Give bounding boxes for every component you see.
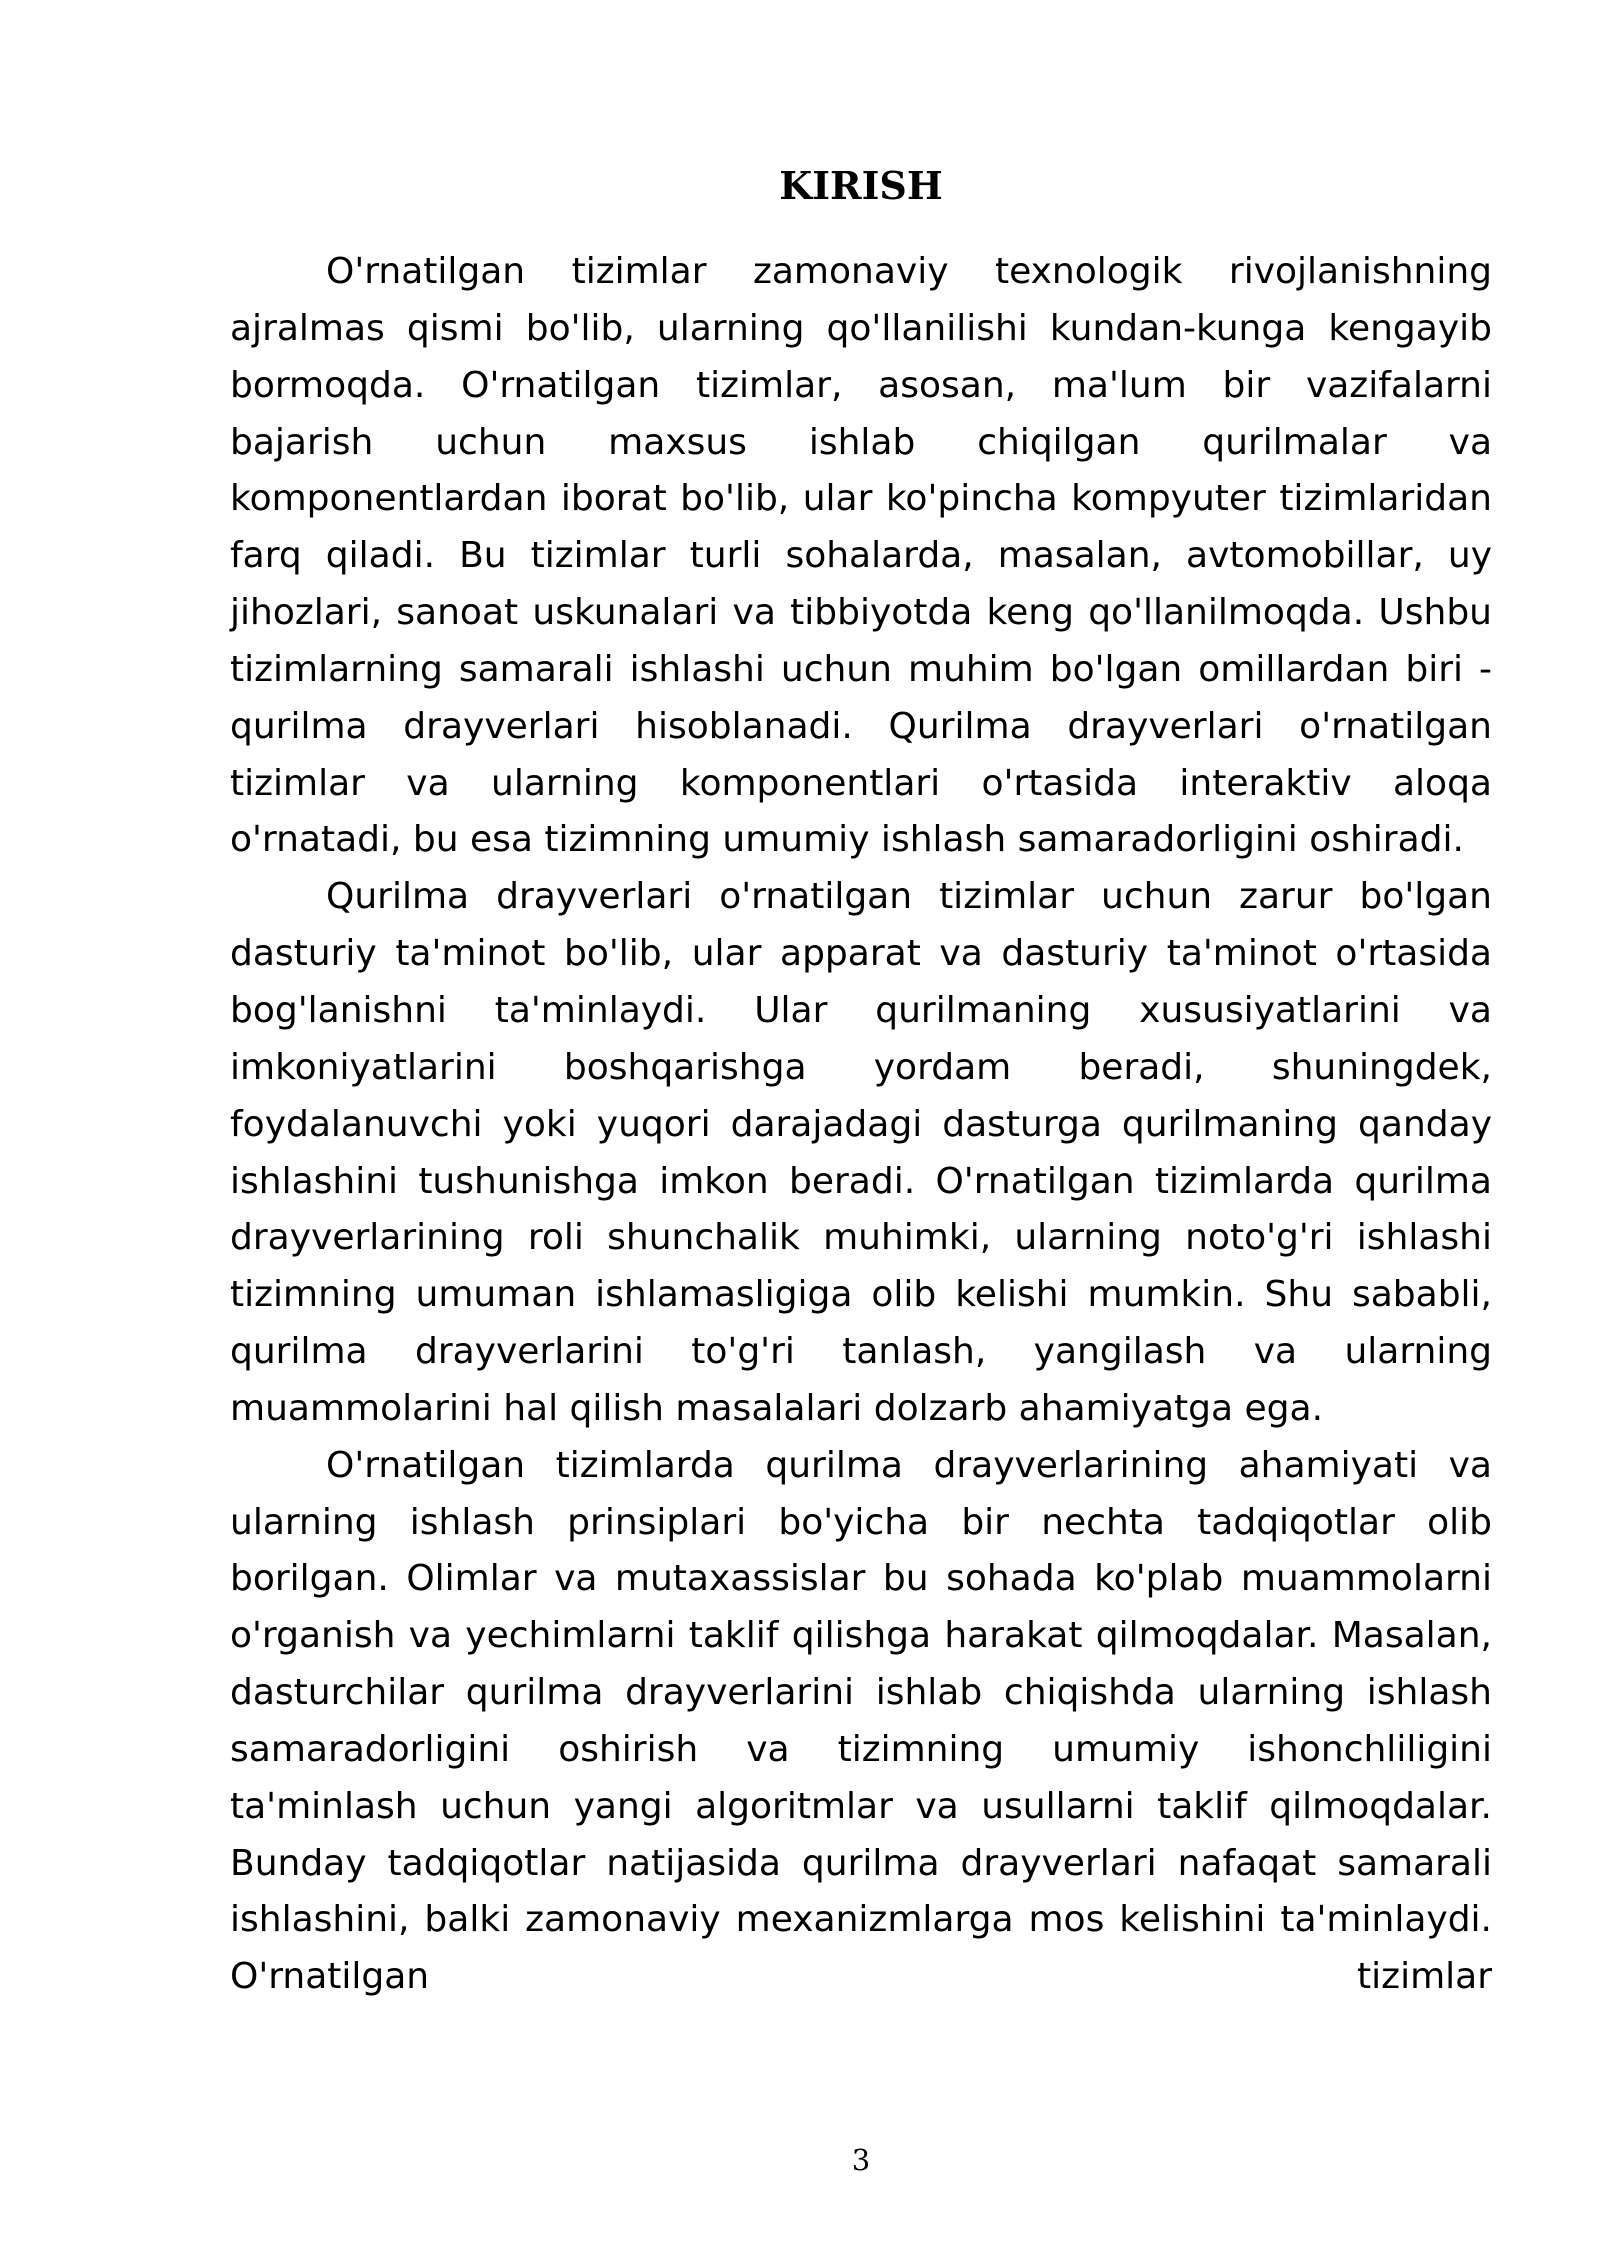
page-title: KIRISH: [779, 163, 943, 208]
paragraph-2: Qurilma drayverlari o'rnatilgan tizimlar uchun zarur bo'lgan dasturiy ta'minot bo'lib, ular apparat va dasturiy ta'minot o'rtasida bog'lanishni ta'minlaydi. Ular qurilmaning xususiyatlarini va imkoniyatlarini boshqarishga yordam beradi, shuningdek, foydalanuvchi yoki yuqori darajadagi dasturga qurilmaning qanday ishlashini tushunishga imkon beradi. O'rnatilgan tizimlarda qurilma drayverlarining roli shunchalik muhimki, ularning noto'g'ri ishlashi tizimning umuman ishlamasligiga olib kelishi mumkin. Shu sababli, qurilma drayverlarini to'g'ri tanlash, yangilash va ularning muammolarini hal qilish masalalari dolzarb ahamiyatga ega.: [230, 876, 1492, 1429]
document-body: [230, 244, 1492, 2006]
document-page: [230, 0, 1492, 2262]
paragraph-1: O'rnatilgan tizimlar zamonaviy texnologik rivojlanishning ajralmas qismi bo'lib, ularning qo'llanilishi kundan-kunga kengayib bormoqda. O'rnatilgan tizimlar, asosan, ma'lum bir vazifalarni bajarish uchun maxsus ishlab chiqilgan qurilmalar va komponentlardan iborat bo'lib, ular ko'pincha kompyuter tizimlaridan farq qiladi. Bu tizimlar turli sohalarda, masalan, avtomobillar, uy jihozlari, sanoat uskunalari va tibbiyotda keng qo'llanilmoqda. Ushbu tizimlarning samarali ishlashi uchun muhim bo'lgan omillardan biri - qurilma drayverlari hisoblanadi. Qurilma drayverlari o'rnatilgan tizimlar va ularning komponentlari o'rtasida interaktiv aloqa o'rnatadi, bu esa tizimning umumiy ishlash samaradorligini oshiradi.: [230, 251, 1492, 861]
paragraph-3: O'rnatilgan tizimlarda qurilma drayverlarining ahamiyati va ularning ishlash prinsiplari bo'yicha bir nechta tadqiqotlar olib borilgan. Olimlar va mutaxassislar bu sohada ko'plab muammolarni o'rganish va yechimlarni taklif qilishga harakat qilmoqdalar. Masalan, dasturchilar qurilma drayverlarini ishlab chiqishda ularning ishlash samaradorligini oshirish va tizimning umumiy ishonchliligini ta'minlash uchun yangi algoritmlar va usullarni taklif qilmoqdalar. Bunday tadqiqotlar natijasida qurilma drayverlari nafaqat samarali ishlashini, balki zamonaviy mexanizmlarga mos kelishini ta'minlaydi. O'rnatilgan tizimlar: [230, 1444, 1492, 1998]
page-number: 3: [851, 2143, 871, 2177]
